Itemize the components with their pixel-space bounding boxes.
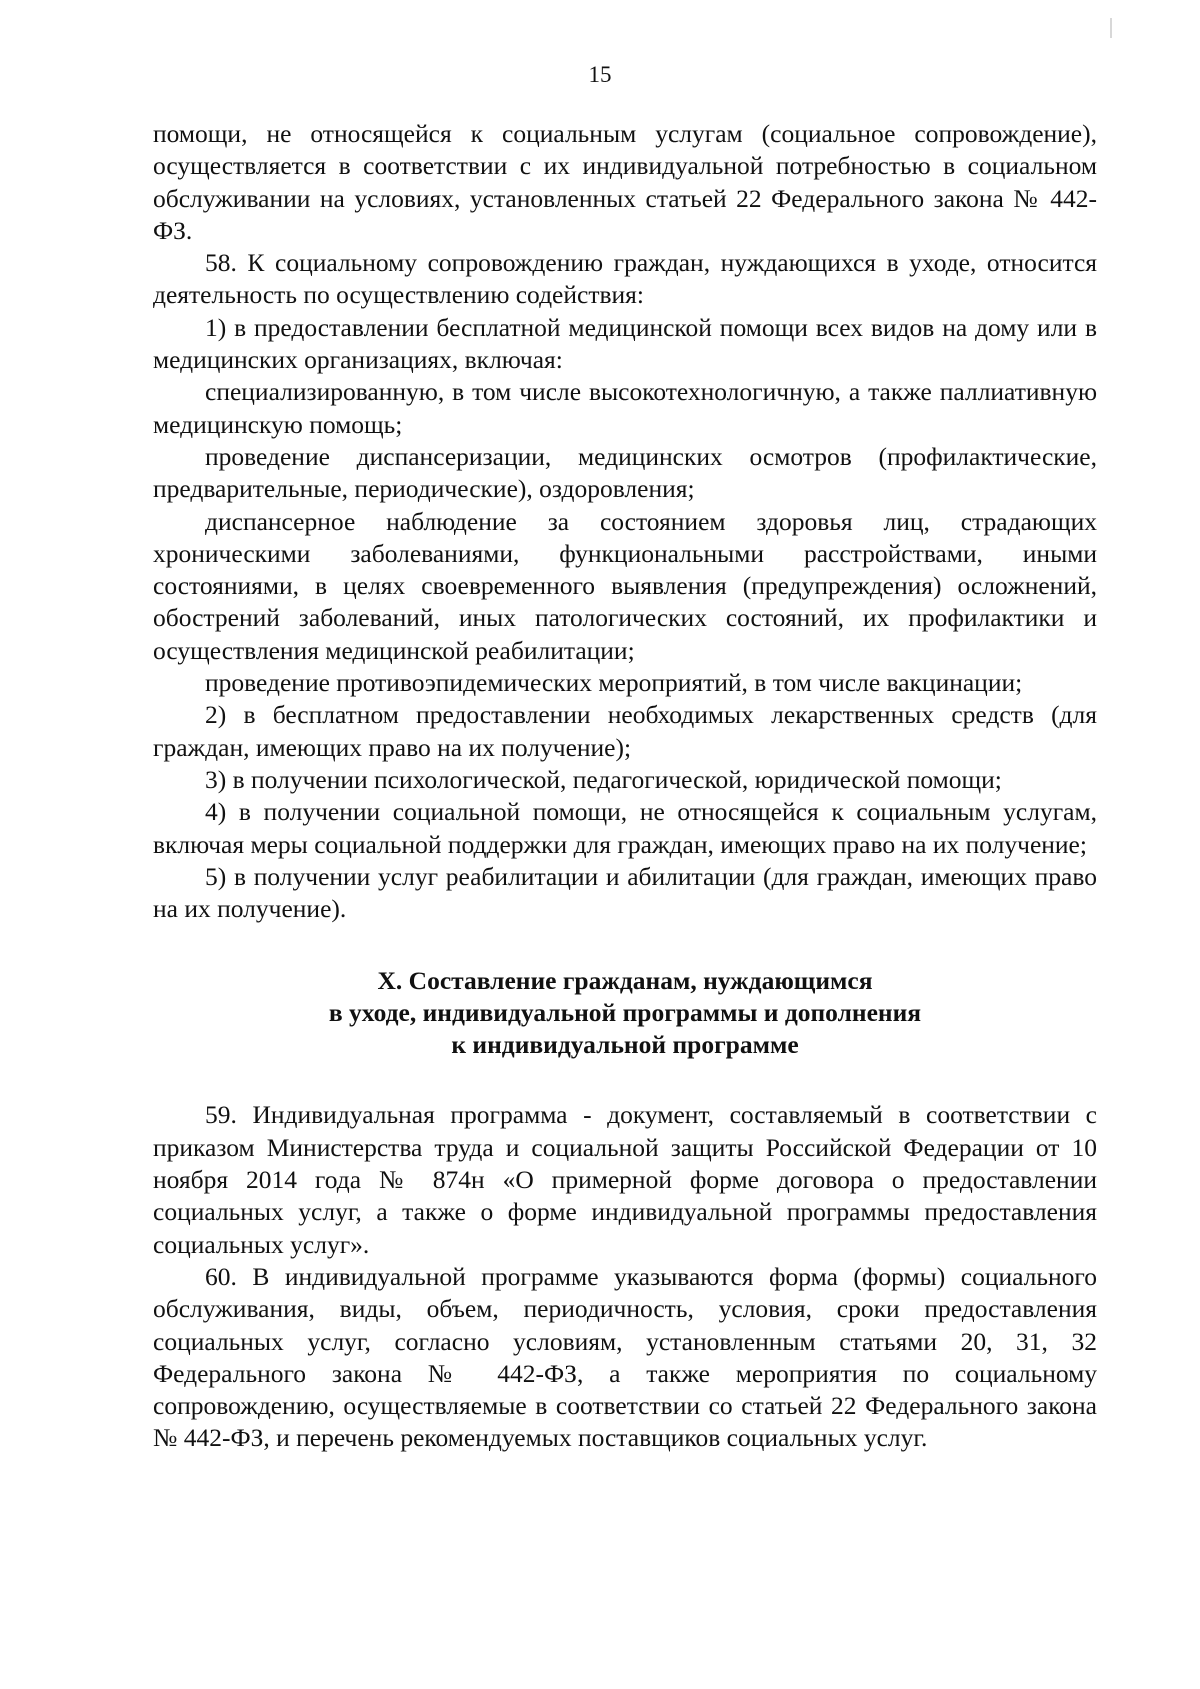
list-item-1: 1) в предоставлении бесплатной медицинской помощи всех видов на дому или в медицинских организациях, включая: <box>153 312 1097 375</box>
paragraph-continuation: помощи, не относящейся к социальным услугам (социальное сопровождение), осуществляется в соответствии с их индивидуальной потребностью в социальном обслуживании на условиях, установленных статьей 22 Федерального закона № 442-ФЗ. <box>153 119 1097 245</box>
section-heading-line-2: в уходе, индивидуальной программы и дополнения <box>328 998 922 1028</box>
paragraph-58: 58. К социальному сопровождению граждан, нуждающихся в уходе, относится деятельность по осуществлению содействия: <box>153 248 1097 310</box>
section-heading <box>153 965 1097 1061</box>
page-number: 15 <box>588 62 612 87</box>
list-item-5: 5) в получении услуг реабилитации и абилитации (для граждан, имеющих право на их получение). <box>153 861 1097 924</box>
scan-margin-mark <box>1110 18 1112 38</box>
list-item-2: 2) в бесплатном предоставлении необходимых лекарственных средств (для граждан, имеющих право на их получение); <box>153 700 1097 762</box>
section-heading-line-3: к индивидуальной программе <box>451 1030 799 1060</box>
sub-item-medical-exams: проведение диспансеризации, медицинских осмотров (профилактические, предварительные, периодические), оздоровления; <box>153 441 1097 504</box>
paragraph-60: 60. В индивидуальной программе указываются форма (формы) социального обслуживания, виды, объем, периодичность, условия, сроки предоставления социальных услуг, согласно условиям, установленным статьями 20, 31, 32 Федерального закона № 442-ФЗ, а также мероприятия по социальному сопровождению, осуществляемые в соответствии со статьей 22 Федерального закона № 442-ФЗ, и перечень рекомендуемых поставщиков социальных услуг. <box>153 1261 1097 1453</box>
list-item-3: 3) в получении психологической, педагогической, юридической помощи; <box>205 764 1002 794</box>
sub-item-dispensary-observation: диспансерное наблюдение за состоянием здоровья лиц, страдающих хроническими заболеваниями, функциональными расстройствами, иными состояниями, в целях своевременного выявления (предупреждения) осложнений, обострений заболеваний, иных патологических состояний, их профилактики и осуществления медицинской реабилитации; <box>153 506 1097 665</box>
list-item-4: 4) в получении социальной помощи, не относящейся к социальным услугам, включая меры социальной поддержки для граждан, имеющих право на их получение; <box>153 797 1097 859</box>
paragraph-59: 59. Индивидуальная программа - документ, составляемый в соответствии с приказом Министерства труда и социальной защиты Российской Федерации от 10 ноября 2014 года № 874н «О примерной форме договора о предоставлении социальных услуг, а также о форме индивидуальной программы предоставления социальных услуг». <box>153 1100 1097 1259</box>
sub-item-specialized-care: специализированную, в том числе высокотехнологичную, а также паллиативную медицинскую помощь; <box>153 377 1097 439</box>
document-body <box>153 118 1097 1455</box>
sub-item-vaccination: проведение противоэпидемических мероприятий, в том числе вакцинации; <box>205 668 1023 698</box>
section-heading-line-1: X. Составление гражданам, нуждающимся <box>377 966 873 996</box>
